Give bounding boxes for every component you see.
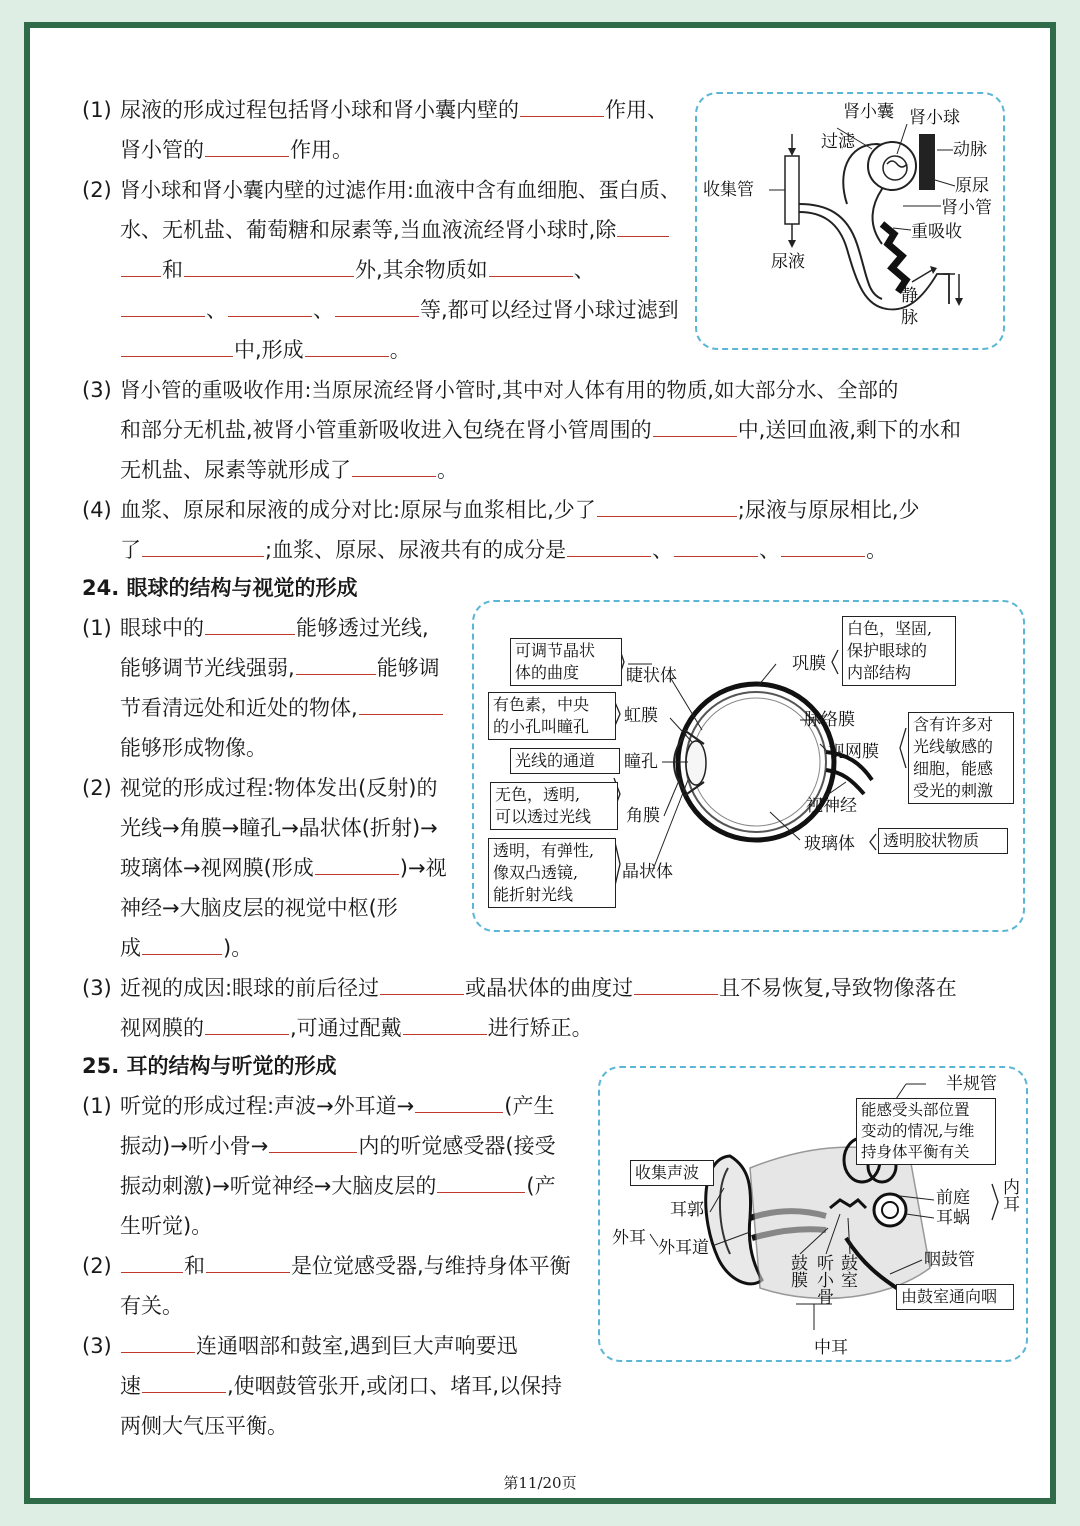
- box-retina-desc: 含有许多对 光线敏感的 细胞，能感 受光的刺激: [908, 712, 1014, 804]
- kidney-q2-line4: 、 、 等,都可以经过肾小球过滤到: [120, 290, 679, 330]
- kidney-q2-number: (2): [82, 178, 112, 202]
- label-eustachian-tube: 咽鼓管: [924, 1250, 975, 1270]
- label-ciliary-body: 睫状体: [626, 666, 677, 686]
- label-outer-ear: 外耳: [612, 1228, 646, 1248]
- answer-blank[interactable]: [653, 410, 737, 437]
- answer-blank[interactable]: [634, 968, 718, 995]
- ear-q2-number: (2): [82, 1254, 112, 1278]
- kidney-q3-line2: 和部分无机盐,被肾小管重新吸收进入包绕在肾小管周围的 中,送回血液,剩下的水和: [120, 410, 961, 450]
- ear-q3-line2: 速 ,使咽鼓管张开,或闭口、堵耳,以保持: [120, 1366, 562, 1406]
- ear-q1-line1: 听觉的形成过程:声波→外耳道→ (产生: [120, 1086, 554, 1126]
- kidney-q4-line2: 了 ;血浆、原尿、尿液共有的成分是 、 、 。: [120, 530, 887, 570]
- label-artery: 动脉: [953, 140, 987, 160]
- label-tympanic-cavity: 鼓室: [837, 1254, 857, 1288]
- label-urine: 尿液: [771, 252, 805, 272]
- answer-blank[interactable]: [335, 290, 419, 317]
- label-optic-nerve: 视神经: [806, 796, 857, 816]
- answer-blank[interactable]: [305, 330, 389, 357]
- eye-q2-line3: 玻璃体→视网膜(形成 )→视: [120, 848, 447, 888]
- ear-q1-line4: 生听觉)。: [120, 1214, 213, 1238]
- eye-q1-line3: 节看清远处和近处的物体,: [120, 688, 444, 728]
- answer-blank[interactable]: [352, 450, 436, 477]
- eye-q1-line2: 能够调节光线强弱, 能够调: [120, 648, 440, 688]
- eye-section-title: 24. 眼球的结构与视觉的形成: [82, 576, 358, 600]
- box-collect-sound: 收集声波: [630, 1160, 714, 1186]
- answer-blank[interactable]: [205, 1008, 289, 1035]
- answer-blank[interactable]: [228, 290, 312, 317]
- label-vitreous-body: 玻璃体: [804, 834, 855, 854]
- kidney-q2-line2: 水、无机盐、葡萄糖和尿素等,当血液流经肾小球时,除: [120, 210, 670, 250]
- answer-blank[interactable]: [315, 848, 399, 875]
- label-eardrum: 鼓膜: [787, 1254, 807, 1288]
- kidney-q3-number: (3): [82, 378, 112, 402]
- ear-q1-line2: 振动)→听小骨→ 内的听觉感受器(接受: [120, 1126, 556, 1166]
- answer-blank[interactable]: [380, 968, 464, 995]
- kidney-q1-line2: 肾小管的 作用。: [120, 130, 353, 170]
- label-collecting-duct: 收集管: [703, 180, 754, 200]
- kidney-q3-line1: 肾小管的重吸收作用:当原尿流经肾小管时,其中对人体有用的物质,如大部分水、全部的: [120, 378, 899, 402]
- eye-q1-number: (1): [82, 616, 112, 640]
- box-iris-desc: 有色素，中央 的小孔叫瞳孔: [488, 692, 616, 740]
- answer-blank[interactable]: [121, 330, 233, 357]
- label-renal-tubule: 肾小管: [941, 198, 992, 218]
- label-auricle: 耳郭: [670, 1200, 704, 1220]
- ear-q2-line2: 有关。: [120, 1294, 183, 1318]
- label-choroid: 脉络膜: [804, 710, 855, 730]
- answer-blank[interactable]: [121, 1246, 183, 1273]
- answer-blank[interactable]: [269, 1126, 357, 1153]
- eye-q3-number: (3): [82, 976, 112, 1000]
- kidney-q2-line3: 和 外,其余物质如 、: [120, 250, 595, 290]
- kidney-q3-line3: 无机盐、尿素等就形成了 。: [120, 450, 458, 490]
- answer-blank[interactable]: [489, 250, 573, 277]
- box-eustachian-desc: 由鼓室通向咽: [896, 1284, 1014, 1310]
- answer-blank[interactable]: [415, 1086, 503, 1113]
- answer-blank[interactable]: [184, 250, 354, 277]
- box-semicircular-desc: 能感受头部位置 变动的情况,与维 持身体平衡有关: [856, 1098, 996, 1165]
- answer-blank[interactable]: [121, 290, 205, 317]
- answer-blank[interactable]: [142, 928, 222, 955]
- answer-blank[interactable]: [142, 530, 264, 557]
- eye-q2-line2: 光线→角膜→瞳孔→晶状体(折射)→: [120, 816, 438, 840]
- box-pupil-desc: 光线的通道: [510, 748, 620, 774]
- label-filtration: 过滤: [821, 132, 855, 152]
- kidney-q2-line5: 中,形成 。: [120, 330, 411, 370]
- label-vein-2: 脉: [901, 308, 918, 328]
- nephron-diagram: [695, 92, 1005, 350]
- eye-q2-line5: 成 )。: [120, 928, 252, 968]
- ear-q3-number: (3): [82, 1334, 112, 1358]
- label-ossicles: 听小骨: [813, 1254, 833, 1305]
- kidney-q4-number: (4): [82, 498, 112, 522]
- box-cornea-desc: 无色，透明, 可以透过光线: [490, 782, 618, 830]
- box-sclera-desc: 白色，坚固, 保护眼球的 内部结构: [842, 616, 956, 686]
- answer-blank[interactable]: [296, 648, 376, 675]
- ear-q1-number: (1): [82, 1094, 112, 1118]
- eye-q1-line4: 能够形成物像。: [120, 736, 267, 760]
- kidney-q1-line1: 尿液的形成过程包括肾小球和肾小囊内壁的 作用、: [120, 90, 668, 130]
- eyeball-diagram: [472, 600, 1025, 932]
- label-reabsorption: 重吸收: [911, 222, 962, 242]
- eye-q2-line4: 神经→大脑皮层的视觉中枢(形: [120, 896, 398, 920]
- label-inner-ear: 内耳: [999, 1178, 1019, 1212]
- answer-blank[interactable]: [359, 688, 443, 715]
- answer-blank[interactable]: [781, 530, 865, 557]
- label-middle-ear: 中耳: [814, 1338, 848, 1358]
- ear-diagram: [598, 1066, 1028, 1362]
- answer-blank[interactable]: [520, 90, 604, 117]
- label-ear-canal: 外耳道: [658, 1238, 709, 1258]
- label-vestibule: 前庭: [936, 1188, 970, 1208]
- answer-blank[interactable]: [121, 1326, 195, 1353]
- label-cornea: 角膜: [626, 806, 660, 826]
- ear-q3-line3: 两侧大气压平衡。: [120, 1414, 288, 1438]
- answer-blank[interactable]: [403, 1008, 487, 1035]
- box-vitreous-desc: 透明胶状物质: [878, 828, 1008, 854]
- ear-q3-line1: 连通咽部和鼓室,遇到巨大声响要迅: [120, 1326, 518, 1366]
- eye-q1-line1: 眼球中的 能够透过光线,: [120, 608, 429, 648]
- answer-blank[interactable]: [142, 1366, 226, 1393]
- answer-blank[interactable]: [205, 130, 289, 157]
- label-lens: 晶状体: [622, 862, 673, 882]
- label-bowman-capsule: 肾小囊: [843, 102, 894, 122]
- answer-blank[interactable]: [437, 1166, 525, 1193]
- ear-q2-line1: 和 是位觉感受器,与维持身体平衡: [120, 1246, 571, 1286]
- kidney-q4-line1: 血浆、原尿和尿液的成分对比:原尿与血浆相比,少了 ;尿液与原尿相比,少: [120, 490, 920, 530]
- answer-blank[interactable]: [597, 490, 737, 517]
- answer-blank[interactable]: [617, 210, 669, 237]
- box-ciliary-desc: 可调节晶状 体的曲度: [510, 638, 622, 686]
- label-semicircular-canals: 半规管: [946, 1074, 997, 1094]
- label-primary-urine: 原尿: [955, 176, 989, 196]
- label-iris: 虹膜: [624, 706, 658, 726]
- kidney-q1-number: (1): [82, 98, 112, 122]
- label-retina: 视网膜: [828, 742, 879, 762]
- eye-q3-line1: 近视的成因:眼球的前后径过 或晶状体的曲度过 且不易恢复,导致物像落在: [120, 968, 957, 1008]
- box-lens-desc: 透明，有弹性, 像双凸透镜, 能折射光线: [488, 838, 616, 908]
- ear-section-title: 25. 耳的结构与听觉的形成: [82, 1054, 337, 1078]
- answer-blank[interactable]: [567, 530, 651, 557]
- label-glomerulus: 肾小球: [909, 108, 960, 128]
- ear-q1-line3: 振动刺激)→听觉神经→大脑皮层的 (产: [120, 1166, 556, 1206]
- label-pupil: 瞳孔: [624, 752, 658, 772]
- eye-q3-line2: 视网膜的 ,可通过配戴 进行矫正。: [120, 1008, 593, 1048]
- label-cochlea: 耳蜗: [936, 1208, 970, 1228]
- label-vein-1: 静: [901, 286, 918, 306]
- answer-blank[interactable]: [674, 530, 758, 557]
- eye-q2-number: (2): [82, 776, 112, 800]
- eye-q2-line1: 视觉的形成过程:物体发出(反射)的: [120, 776, 438, 800]
- page-number: 第11/20页: [503, 1474, 577, 1492]
- label-sclera: 巩膜: [792, 654, 826, 674]
- answer-blank[interactable]: [121, 250, 161, 277]
- answer-blank[interactable]: [206, 1246, 290, 1273]
- answer-blank[interactable]: [205, 608, 295, 635]
- kidney-q2-line1: 肾小球和肾小囊内壁的过滤作用:血液中含有血细胞、蛋白质、: [120, 178, 681, 202]
